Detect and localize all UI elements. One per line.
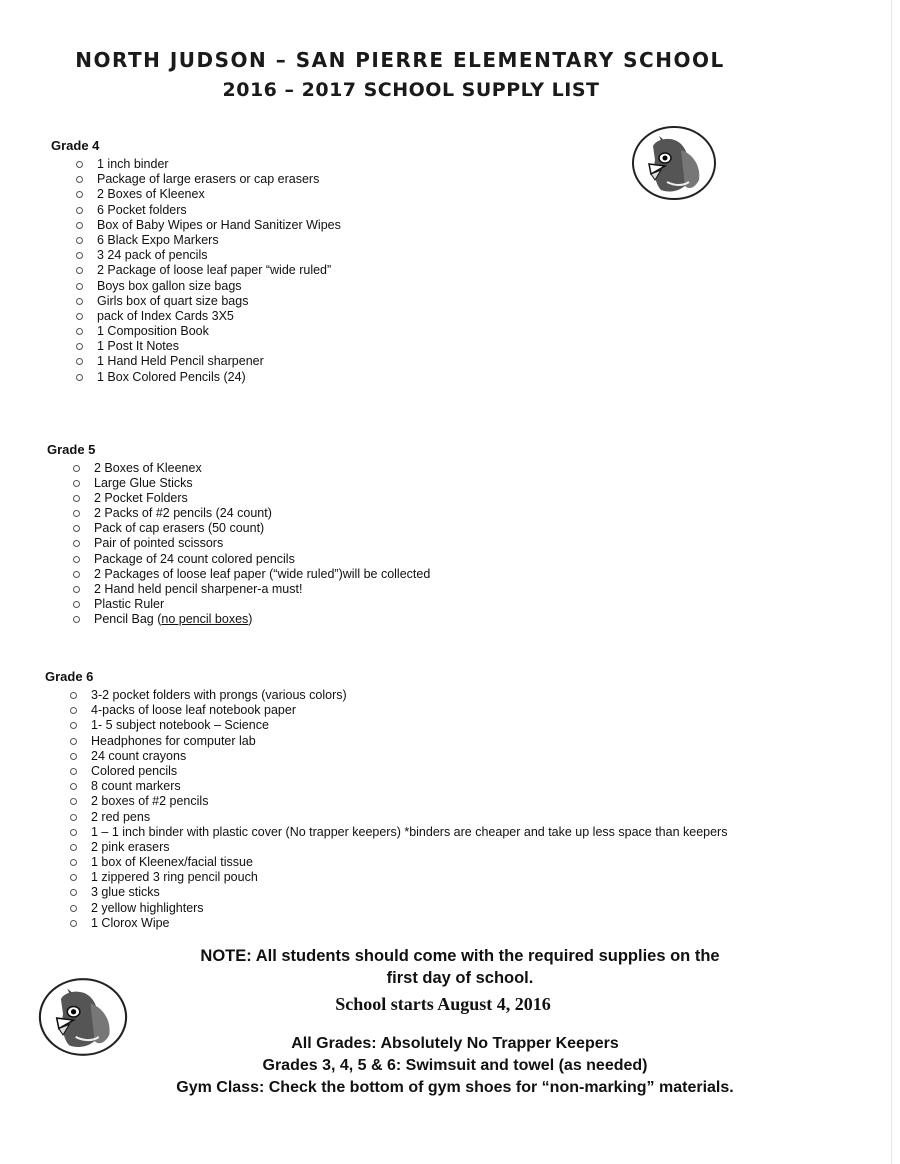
list-item: 2 yellow highlighters [91,901,727,916]
footer-block [0,1033,900,1099]
list-item: 2 Packs of #2 pencils (24 count) [94,506,430,521]
bullet-icon [70,722,77,729]
footer-line-1: All Grades: Absolutely No Trapper Keepers [291,1035,619,1052]
list-item: 1 Hand Held Pencil sharpener [97,354,341,369]
list-item: Girls box of quart size bags [97,294,341,309]
list-item: 1 zippered 3 ring pencil pouch [91,870,727,885]
bullet-icon [70,798,77,805]
bullet-icon [70,829,77,836]
list-item: Plastic Ruler [94,597,430,612]
list-item: 2 Boxes of Kleenex [94,461,430,476]
bullet-icon [73,480,80,487]
bullet-icon [70,783,77,790]
bullet-icon [76,222,83,229]
list-title: 2016 – 2017 SCHOOL SUPPLY LIST [222,79,600,101]
cardinal-mascot-icon [631,124,717,202]
bullet-icon [76,313,83,320]
list-item: 1 Box Colored Pencils (24) [97,370,341,385]
bullet-icon [70,738,77,745]
list-item: 1 box of Kleenex/facial tissue [91,855,727,870]
bullet-icon [73,495,80,502]
bullet-icon [70,768,77,775]
list-item: Package of 24 count colored pencils [94,552,430,567]
bullet-icon [76,283,83,290]
bullet-icon [70,753,77,760]
bullet-icon [76,207,83,214]
bullet-icon [73,465,80,472]
bullet-icon [76,267,83,274]
list-item: Pair of pointed scissors [94,536,430,551]
footer-line-3: Gym Class: Check the bottom of gym shoes for “non-marking” materials. [176,1079,734,1096]
bullet-icon [76,374,83,381]
bullet-icon [76,191,83,198]
list-item: 1 inch binder [97,157,341,172]
list-item: pack of Index Cards 3X5 [97,309,341,324]
bullet-icon [70,905,77,912]
list-item: 6 Black Expo Markers [97,233,341,248]
bullet-icon [70,920,77,927]
bullet-icon [70,874,77,881]
bullet-icon [70,859,77,866]
list-item: 3-2 pocket folders with prongs (various colors) [91,688,727,703]
list-item: 2 Pocket Folders [94,491,430,506]
grade-4-list [97,157,341,385]
bullet-icon [76,161,83,168]
bullet-icon [73,586,80,593]
bullet-icon [73,556,80,563]
list-item: 2 Package of loose leaf paper “wide ruled” [97,263,341,278]
footer-line-2: Grades 3, 4, 5 & 6: Swimsuit and towel (as needed) [262,1057,648,1074]
list-item: 2 boxes of #2 pencils [91,794,727,809]
bullet-icon [76,343,83,350]
list-item: 1- 5 subject notebook – Science [91,718,727,733]
list-item: Pack of cap erasers (50 count) [94,521,430,536]
list-item: 1 Composition Book [97,324,341,339]
bullet-icon [73,616,80,623]
bullet-icon [70,692,77,699]
bullet-icon [76,358,83,365]
list-item: 8 count markers [91,779,727,794]
bullet-icon [70,707,77,714]
bullet-icon [73,510,80,517]
bullet-icon [76,252,83,259]
page-edge [891,0,892,1164]
grade-4-heading: Grade 4 [51,138,100,153]
bullet-icon [70,844,77,851]
list-item: 3 glue sticks [91,885,727,900]
list-item: Package of large erasers or cap erasers [97,172,341,187]
grade-6-list [91,688,727,931]
list-item: 1 – 1 inch binder with plastic cover (No trapper keepers) *binders are cheaper and take up less space than keepers [91,825,727,840]
list-item: 4-packs of loose leaf notebook paper [91,703,727,718]
list-item: 2 pink erasers [91,840,727,855]
list-item: 2 Packages of loose leaf paper (“wide ruled”)will be collected [94,567,430,582]
list-item: 1 Post It Notes [97,339,341,354]
list-item: Large Glue Sticks [94,476,430,491]
list-item: Pencil Bag (no pencil boxes) [94,612,430,627]
bullet-icon [73,540,80,547]
list-item: Colored pencils [91,764,727,779]
list-item: 6 Pocket folders [97,203,341,218]
list-item: Box of Baby Wipes or Hand Sanitizer Wipes [97,218,341,233]
list-item: Boys box gallon size bags [97,279,341,294]
bullet-icon [76,328,83,335]
note-line-1: NOTE: All students should come with the required supplies on the [200,947,720,965]
grade-5-list [94,461,430,627]
school-start-date: School starts August 4, 2016 [335,994,551,1014]
bullet-icon [73,525,80,532]
bullet-icon [76,237,83,244]
grade-6-heading: Grade 6 [45,669,94,684]
grade-4-section [51,138,341,385]
grade-6-section [45,669,727,931]
list-item: 2 red pens [91,810,727,825]
list-item: 1 Clorox Wipe [91,916,727,931]
note-block [160,945,760,989]
bullet-icon [76,298,83,305]
bullet-icon [73,601,80,608]
bullet-icon [70,814,77,821]
list-item: 2 Hand held pencil sharpener-a must! [94,582,430,597]
school-title: NORTH JUDSON – SAN PIERRE ELEMENTARY SCHOOL [75,48,725,72]
bullet-icon [73,571,80,578]
list-item: 24 count crayons [91,749,727,764]
note-line-2: first day of school. [386,969,534,987]
underlined-note: no pencil boxes [161,611,249,626]
grade-5-heading: Grade 5 [47,442,96,457]
bullet-icon [70,889,77,896]
bullet-icon [76,176,83,183]
list-item: 2 Boxes of Kleenex [97,187,341,202]
list-item: Headphones for computer lab [91,734,727,749]
list-item: 3 24 pack of pencils [97,248,341,263]
grade-5-section [47,442,430,627]
